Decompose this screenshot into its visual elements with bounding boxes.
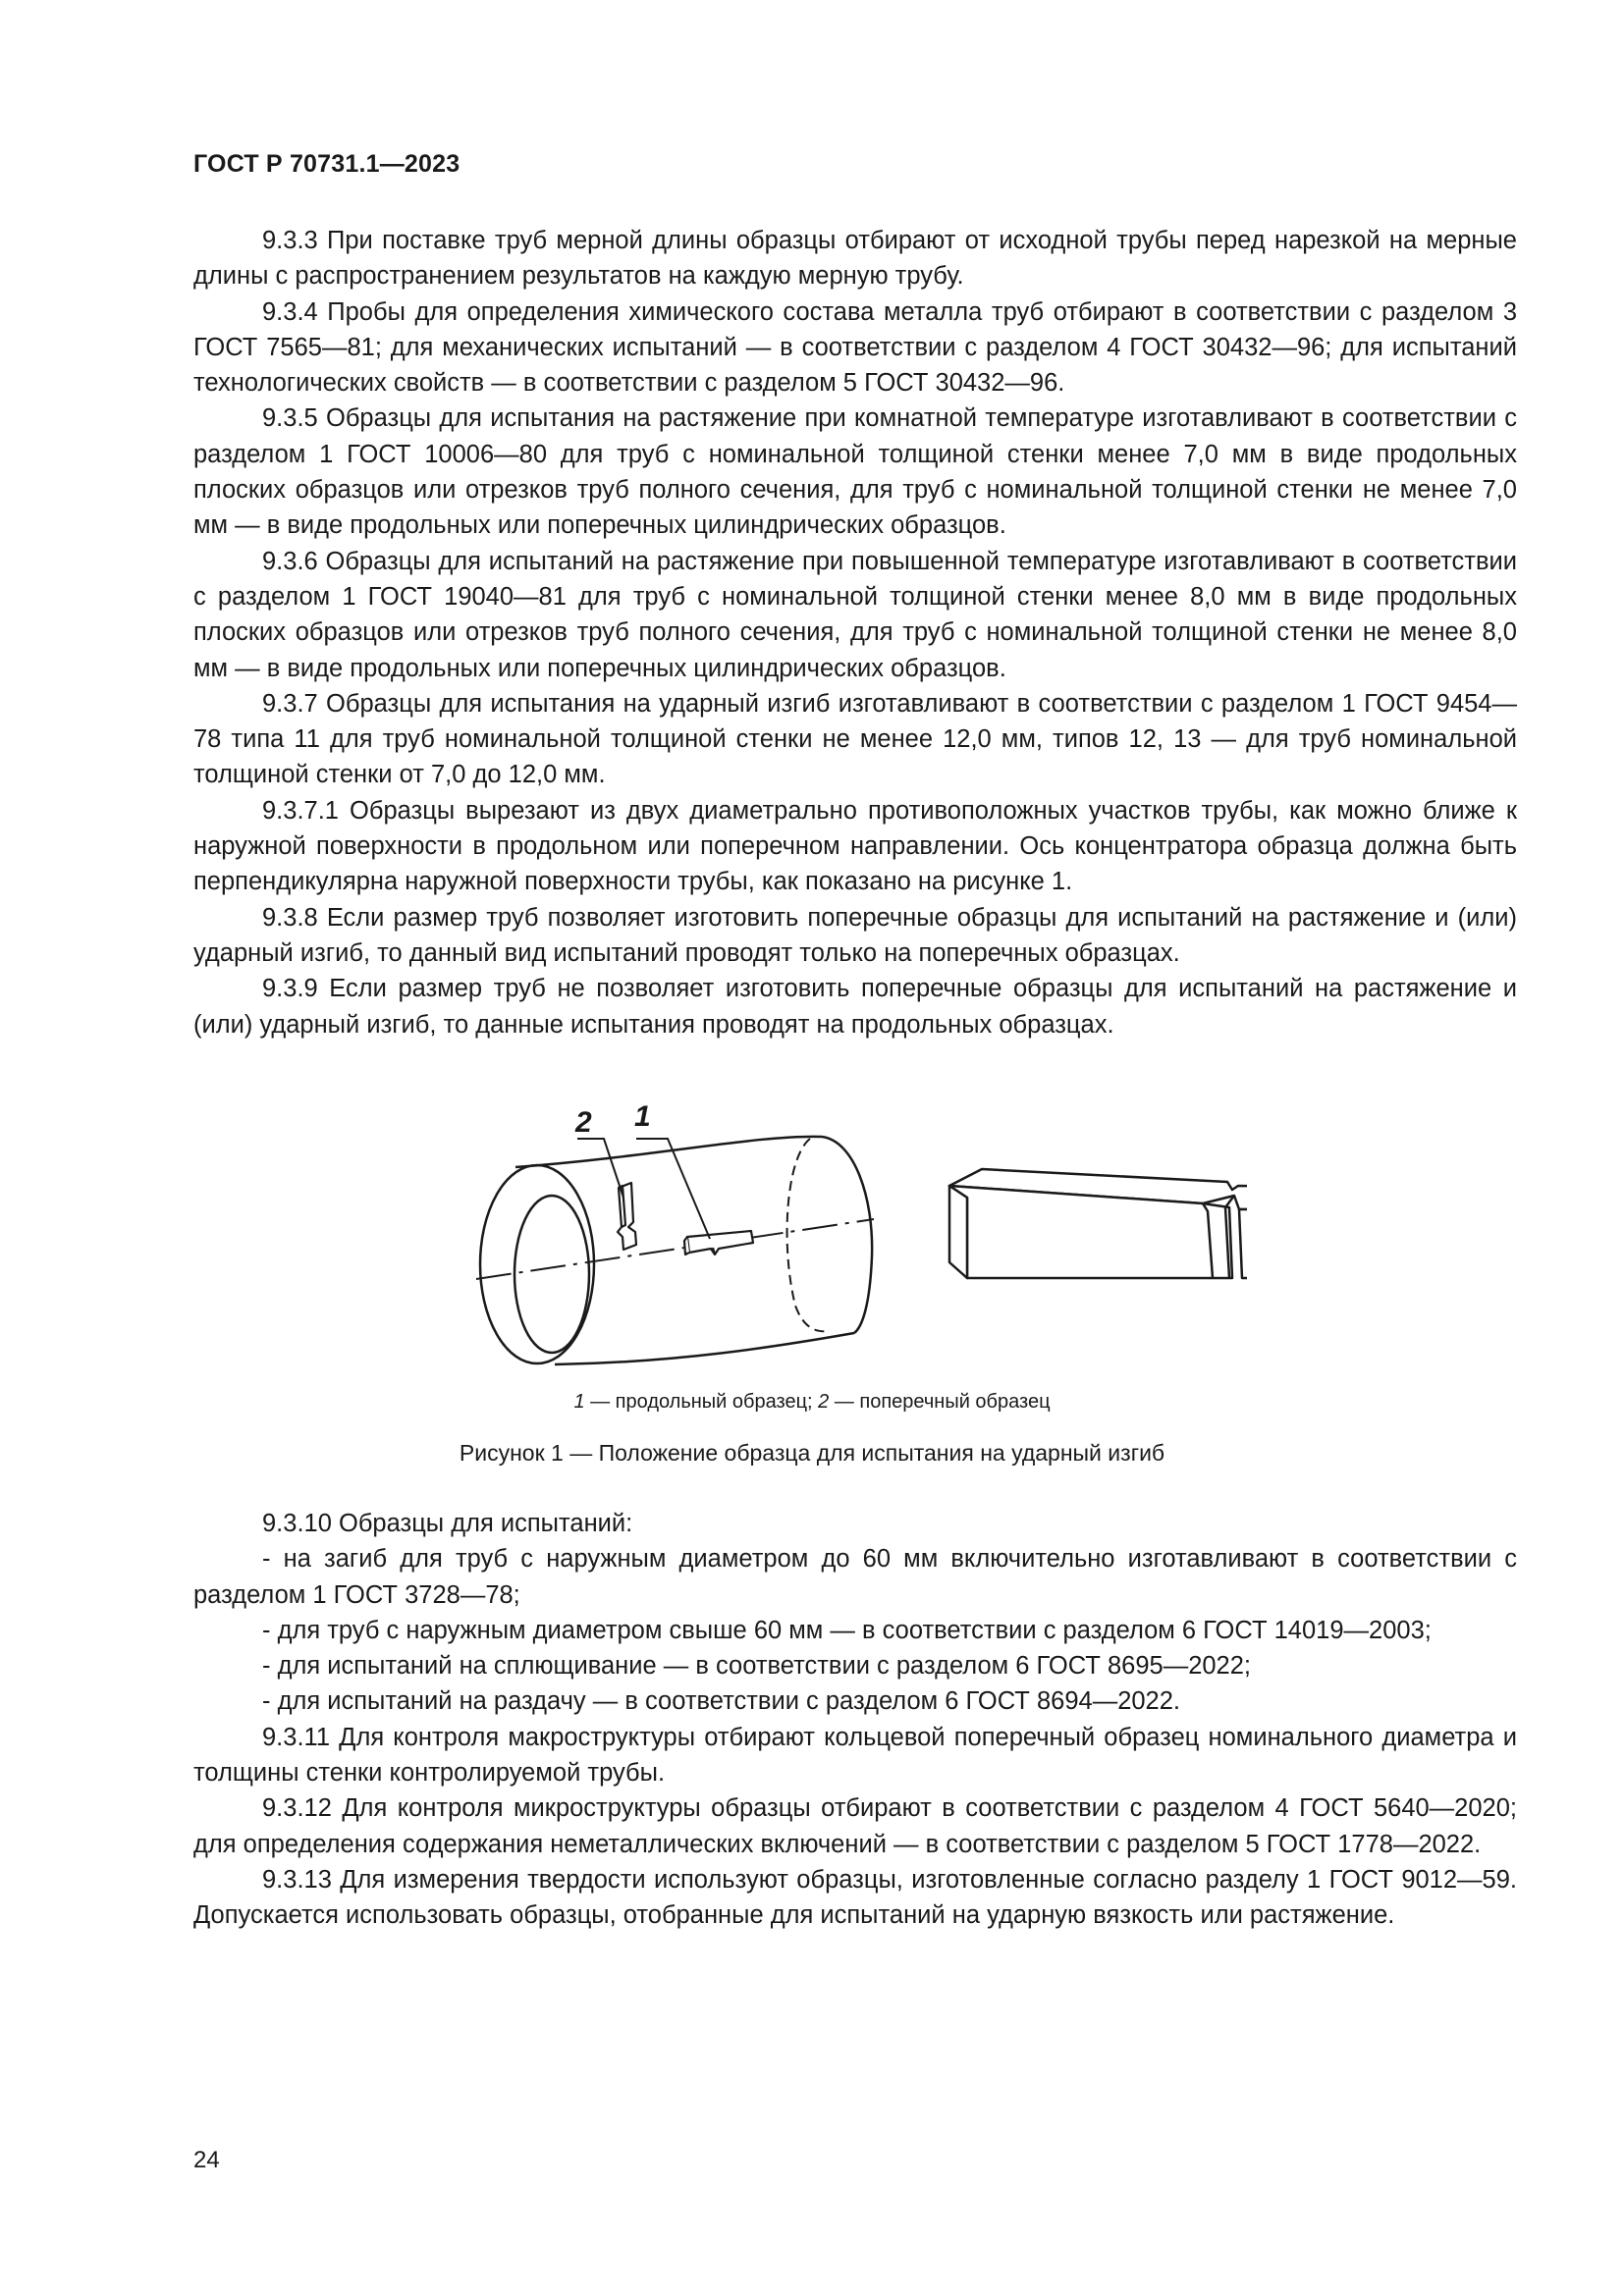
bullet-item: - для испытаний на сплющивание — в соответствии с разделом 6 ГОСТ 8695—2022; — [262, 1652, 1252, 1681]
body-text-top — [193, 223, 1517, 1042]
section-9-3-7-1: 9.3.7.1 Образцы вырезают из двух диаметрально противоположных участков трубы, как можно ближе к наружной поверхности в продольном или поперечном направлении. Ось концентратора образца должна быть перпендикулярна наружной поверхности трубы, как показано на рисунке 1. — [193, 796, 1517, 896]
section-9-3-11: 9.3.11 Для контроля макроструктуры отбирают кольцевой поперечный образец номинального диаметра и толщины стенки контролируемой трубы. — [193, 1723, 1517, 1788]
section-9-3-6: 9.3.6 Образцы для испытаний на растяжение при повышенной температуре изготавливают в соответствии с разделом 1 ГОСТ 19040—81 для труб с номинальной толщиной стенки менее 8,0 мм в виде продольных плоских образцов или отрезков труб полного сечения, для труб с номинальной толщиной стенки не менее 8,0 мм — в виде продольных или поперечных цилиндрических образцов. — [193, 547, 1517, 682]
legend-2-num: 2 — [818, 1391, 830, 1413]
bullet-item: - на загиб для труб с наружным диаметром до 60 мм включительно изготавливают в соответствии с разделом 1 ГОСТ 3728—78; — [193, 1545, 1517, 1609]
pipe-left-inner — [514, 1196, 589, 1353]
bullet-item: - для труб с наружным диаметром свыше 60 мм — в соответствии с разделом 6 ГОСТ 14019—2003; — [262, 1616, 1432, 1644]
legend-2-text: — поперечный образец — [829, 1391, 1051, 1413]
figure-1-drawing — [461, 1070, 1247, 1374]
pipe-right-end-hidden — [787, 1139, 830, 1331]
page-number: 24 — [193, 2147, 220, 2173]
section-9-3-7: 9.3.7 Образцы для испытания на ударный изгиб изготавливают в соответствии с разделом 1 ГОСТ 9454—78 типа 11 для труб номинальной толщиной стенки не менее 12,0 мм, типов 12, 13 — для труб номинальной толщиной стенки от 7,0 до 12,0 мм. — [193, 689, 1517, 789]
section-9-3-9: 9.3.9 Если размер труб не позволяет изготовить поперечные образцы для испытаний на растяжение и (или) ударный изгиб, то данные испытания проводят на продольных образцах. — [193, 975, 1517, 1039]
pipe-axis-line — [476, 1219, 874, 1279]
figure-caption: Рисунок 1 — Положение образца для испытания на ударный изгиб — [459, 1440, 1165, 1466]
figure-1 — [461, 1070, 1247, 1374]
figure-label-2: 2 — [575, 1106, 592, 1139]
document-header: ГОСТ Р 70731.1—2023 — [193, 150, 460, 178]
figure-label-1: 1 — [634, 1100, 651, 1133]
section-9-3-4: 9.3.4 Пробы для определения химического состава металла труб отбирают в соответствии с разделом 3 ГОСТ 7565—81; для механических испытаний — в соответствии с разделом 4 ГОСТ 30432—96; для испытаний технологических свойств — в соответствии с разделом 5 ГОСТ 30432—96. — [193, 297, 1517, 398]
pipe-right-end — [822, 1137, 872, 1333]
section-9-3-8: 9.3.8 Если размер труб позволяет изготовить поперечные образцы для испытаний на растяжение и (или) ударный изгиб, то данный вид испытаний проводят только на поперечных образцах. — [193, 903, 1517, 967]
legend-1-text: — продольный образец; — [584, 1391, 819, 1413]
longitudinal-specimen — [684, 1231, 753, 1255]
notched-bar-specimen — [949, 1169, 1247, 1278]
legend-1-num: 1 — [573, 1391, 585, 1413]
figure-legend — [0, 1391, 1624, 1414]
bullet-item: - для испытаний на раздачу — в соответствии с разделом 6 ГОСТ 8694—2022. — [262, 1687, 1181, 1716]
section-9-3-10: 9.3.10 Образцы для испытаний: — [262, 1510, 633, 1537]
section-9-3-13: 9.3.13 Для измерения твердости используют образцы, изготовленные согласно разделу 1 ГОСТ 9012—59. Допускается использовать образцы, отобранные для испытаний на ударную вязкость или растяжение. — [193, 1865, 1517, 1930]
pipe-bottom-edge — [555, 1333, 854, 1364]
body-text-bottom — [193, 1506, 1517, 1934]
transverse-specimen — [618, 1183, 636, 1250]
section-9-3-3: 9.3.3 При поставке труб мерной длины образцы отбирают от исходной трубы перед нарезкой на мерные длины с распространением результатов на каждую мерную трубу. — [193, 227, 1517, 291]
section-9-3-5: 9.3.5 Образцы для испытания на растяжение при комнатной температуре изготавливают в соответствии с разделом 1 ГОСТ 10006—80 для труб с номинальной толщиной стенки менее 7,0 мм в виде продольных плоских образцов или отрезков труб полного сечения, для труб с номинальной толщиной стенки не менее 7,0 мм — в виде продольных или поперечных цилиндрических образцов. — [193, 404, 1517, 540]
section-9-3-12: 9.3.12 Для контроля микроструктуры образцы отбирают в соответствии с разделом 4 ГОСТ 5640—2020; для определения содержания неметаллических включений — в соответствии с разделом 5 ГОСТ 1778—2022. — [193, 1794, 1517, 1858]
leader-2 — [577, 1139, 623, 1198]
